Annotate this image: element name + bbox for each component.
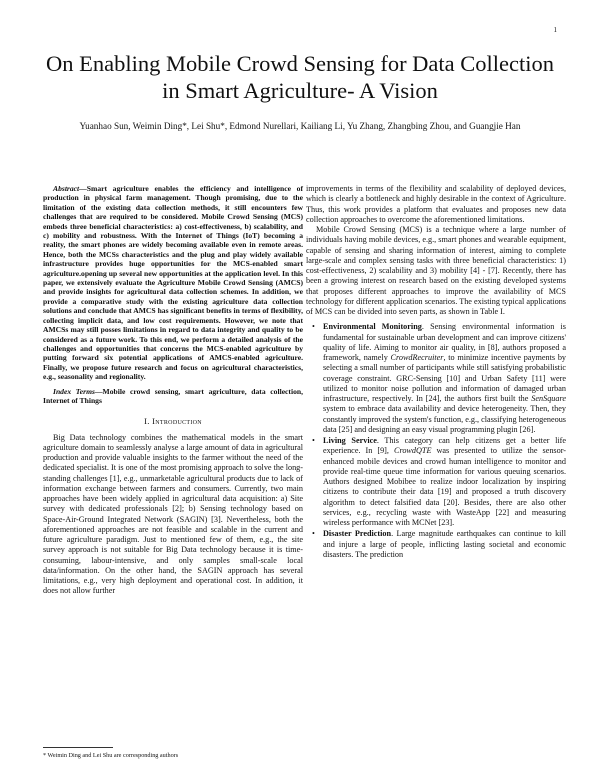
section-heading-introduction: I. Introduction — [144, 416, 202, 427]
bullet-icon: • — [312, 436, 315, 445]
intro-paragraph: Big Data technology combines the mathematical models in the smart agriculture domain to seamlessly analyse a large amount of data in agricultural production and provide valuable insights to the farmer without the need of the dedicated specialist. It is one of the most promising approach to solve the long-standing challenges [1], e.g., unmarketable agricultural products due to lack of information exchange between farmers and consumers. Currently, two main approaches have been widely applied in agricultural data acquisition: a) Site survey with dedicated professionals [2]; b) Sensing technology based on Space-Air-Ground Integrated Network (SAGIN) [3]. Nevertheless, both the aforementioned approaches are not feasible and scalable in the current and future agriculture paradigm. Just to mentioned few of them, e.g., the site survey approach is not suitable for Big Data technology because it is time-consuming, labour-intensive, and only samples small-scale local data/information. On the other hand, the SAGIN approach has several limitations, e.g., very high deployment and operational cost. In addition, it does not allow further — [43, 432, 303, 596]
system-name: CrowdQTE — [393, 446, 432, 456]
list-item-text: . Sensing environmental information is fundamental for sustainable urban development and can improve citizens' quality of life. Aiming to monitor air quality, in [8], authors proposed a framework, namely — [323, 322, 566, 362]
index-terms-lead: Index Terms — [53, 386, 95, 396]
paper-title: On Enabling Mobile Crowd Sensing for Data Collection in Smart Agriculture- A Vision — [45, 51, 555, 103]
abstract — [43, 184, 303, 382]
list-item-text: . Large magnitude earthquakes can continue to kill and injure a large of people, inflicting lasting societal and economic disasters. The prediction — [323, 529, 566, 559]
mcs-paragraph: Mobile Crowd Sensing (MCS) is a technique where a large number of individuals having mobile devices, e.g., smart phones and wearable equipment, capable of sensing and sharing information of interest, aiming to complete large-scale and complex sensing tasks with three beneficial characteristics: 1) cost-effectiveness, 2) scalability and 3) mobility [4] - [7]. Recently, there has been a growing interest on research based on the existing developed systems that proposes different approaches to improve the availability of MCS technology for different application scenarios. The existing typical applications of MCS can be divided into seven parts, as shown in Table I. — [306, 225, 566, 316]
abstract-lead: Abstract — [53, 184, 80, 193]
application-list — [306, 322, 566, 560]
author-list: Yuanhao Sun, Weimin Ding*, Lei Shu*, Edmond Nurellari, Kailiang Li, Yu Zhang, Zhangbing Zhou, and Guangjie Han — [79, 121, 521, 131]
list-item-disaster-prediction — [312, 529, 566, 560]
list-item-head: Environmental Monitoring — [323, 322, 422, 332]
list-item-text: system to embrace data availability and device heterogeneity. Then, they constantly improved the system's function, e.g., classifying heterogeneous data [25] and designing an easy visual programming plugin [26]. — [323, 404, 566, 434]
left-column — [43, 184, 303, 597]
page-number: 1 — [553, 26, 557, 34]
list-item-environmental-monitoring — [312, 322, 567, 435]
bullet-icon: • — [312, 529, 315, 539]
continuation-paragraph: improvements in terms of the flexibility and scalability of deployed devices, which is clearly a bottleneck and highly desirable in the context of Agriculture. Thus, this work provides a platform that evaluates and proposes new data collection approaches to overcome the aforementioned limitations. — [306, 184, 566, 224]
index-terms-text: —Mobile crowd sensing, smart agriculture, data collection, Internet of Things — [43, 386, 303, 405]
footnote: * Weimin Ding and Lei Shu are corresponding authors — [43, 752, 179, 759]
system-name: CrowdRecruiter — [390, 353, 444, 362]
list-item-living-service — [312, 436, 566, 528]
list-item-text: was presented to utilize the sensor-enhanced mobile devices and crowd human intelligence to monitor and provide real-time queue time information for various queuing scenarios. Authors designed Mobibee to realize indoor localization by inspiring citizens to contribute their data [19] and proposed a truth discovery algorithm to detect falsified data [20]. Besides, there are also other services, e.g., recycling waste with WasteApp [22] and measuring wireless performance with MCNet [23]. — [323, 446, 566, 527]
right-column — [306, 184, 566, 561]
system-name: SenSquare — [531, 394, 566, 403]
footnote-divider — [43, 747, 113, 748]
bullet-icon: • — [312, 322, 315, 332]
list-item-head: Disaster Prediction — [323, 529, 392, 539]
abstract-text: —Smart agriculture enables the efficiency and intelligence of production in physical farm management. Though promising, due to the limitation of the existing data collection methods, it still encounters few challenges that are required to be considered. Mobile Crowd Sensing (MCS) embeds three beneficial characteristics: a) cost-effectiveness, b) scalability, and c) mobility and robustness. With the Internet of Things (IoT) becoming a reality, the smart phones are widely becoming available even in remote areas. Hence, both the MCSs characteristics and the plug and play widely available infrastructure provides huge opportunities for the MCS-enabled smart agriculture.opening up several new opportunities at the application level. In this paper, we extensively evaluate the Agriculture Mobile Crowd Sensing (AMCS) and provide insights for agricultural data collection schemes. In addition, we provide a comparative study with the existing agriculture data collection solutions and conclude that AMCS has significant benefits in terms of flexibility, collecting implicit data, and low cost requirements. However, we note that AMCSs may still posses limitations in regard to data integrity and quality to be considered as a future work. To this end, we perform a detailed analysis of the challenges and opportunities that concerns the MCS-enabled agriculture by putting forward six potential applications of AMCS-enabled agriculture. Finally, we propose future research and focus on agricultural characteristics, e.g., seasonality and regionality. — [43, 184, 303, 382]
list-item-text: . This category can help citizens get a better life experience. In [9], — [323, 436, 566, 456]
list-item-text: , to minimize incentive payments by selecting a small number of participants while still satisfying probabilistic coverage constraint. GRC-Sensing [10] and Urban Safety [11] were utilized to monitor noise pollution and information of damaged urban infrastructure, respectively. In [24], the authors first built the — [323, 353, 567, 403]
list-item-head: Living Service — [323, 436, 377, 445]
index-terms — [43, 387, 303, 406]
